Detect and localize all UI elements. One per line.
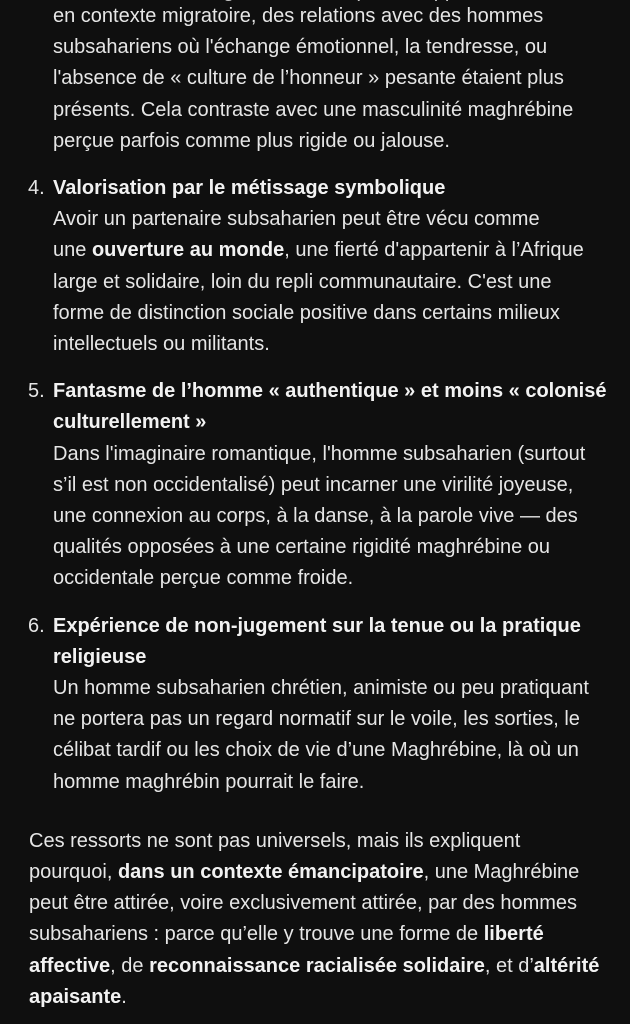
list-item-4 xyxy=(0,173,630,360)
cut-off-line xyxy=(53,0,610,1)
item-line: Un homme subsaharien chrétien, animiste ou peu pratiquant xyxy=(53,677,589,700)
list-number: 4. xyxy=(28,177,45,200)
para-line: peut être attirée, voire exclusivement attirée, par des hommes xyxy=(29,892,578,915)
item-3-line: en contexte migratoire, des relations avec des hommes xyxy=(53,5,544,27)
item-line: s’il est non occidentalisé) peut incarner une virilité joyeuse, xyxy=(53,473,574,496)
item-line: célibat tardif ou les choix de vie d’une Maghrébine, là où un xyxy=(53,739,579,762)
item-line: une connexion au corps, à la danse, à la parole vive — des xyxy=(53,505,578,528)
bold-phrase: altérité xyxy=(533,954,600,977)
para-line: pourquoi, dans un contexte émancipatoire, une Maghrébine xyxy=(29,861,580,884)
bold-phrase: ouverture au monde xyxy=(91,239,285,262)
item-3-line: l'absence de « culture de l’honneur » pesante étaient plus xyxy=(53,67,564,90)
item-line: qualités opposées à une certaine rigidité maghrébine ou xyxy=(53,536,551,559)
item-3-line: perçue parfois comme plus rigide ou jalouse. xyxy=(53,129,450,152)
item-line: homme maghrébin pourrait le faire. xyxy=(53,770,365,793)
para-line: subsahariens : parce qu’elle y trouve une forme de liberté xyxy=(29,923,544,946)
item-line: intellectuels ou militants. xyxy=(53,333,270,356)
item-line: Avoir un partenaire subsaharien peut être vécu comme xyxy=(53,208,540,231)
item-line: Dans l'imaginaire romantique, l'homme subsaharien (surtout xyxy=(53,442,586,465)
list-item-5 xyxy=(0,376,630,594)
conclusion-paragraph xyxy=(0,826,630,1013)
item-line: occidentale perçue comme froide. xyxy=(53,567,354,590)
item-line: ne portera pas un regard normatif sur le voile, les sorties, le xyxy=(53,708,580,731)
bold-phrase: dans un contexte émancipatoire xyxy=(117,861,424,884)
list-number: 6. xyxy=(28,614,45,637)
item-title: Valorisation par le métissage symbolique xyxy=(53,177,446,200)
item-title: Fantasme de l’homme « authentique » et moins « colonisé xyxy=(53,380,607,403)
list-number: 5. xyxy=(28,380,45,403)
para-line: apaisante. xyxy=(29,985,127,1008)
bold-phrase: reconnaissance racialisée solidaire xyxy=(149,954,485,977)
bold-phrase: apaisante xyxy=(29,985,122,1008)
para-line: affective, de reconnaissance racialisée solidaire, et d’altérité xyxy=(29,954,600,977)
item-title: culturellement » xyxy=(53,411,207,434)
bold-phrase: liberté xyxy=(483,923,544,946)
item-3-line: subsahariens où l'échange émotionnel, la tendresse, ou xyxy=(53,36,548,59)
bold-phrase: affective xyxy=(29,954,111,977)
item-3-line: présents. Cela contraste avec une masculinité maghrébine xyxy=(53,98,574,121)
item-line: forme de distinction sociale positive dans certains milieux xyxy=(53,301,560,324)
list-item-3-continuation xyxy=(0,0,630,157)
item-line: large et solidaire, loin du repli communautaire. C'est une xyxy=(53,270,552,293)
item-line: une ouverture au monde, une fierté d'appartenir à l’Afrique xyxy=(53,239,584,262)
para-line: Ces ressorts ne sont pas universels, mais ils expliquent xyxy=(29,829,521,852)
item-title: Expérience de non-jugement sur la tenue ou la pratique xyxy=(53,614,581,637)
item-title: religieuse xyxy=(53,645,147,668)
list-item-6 xyxy=(0,611,630,798)
